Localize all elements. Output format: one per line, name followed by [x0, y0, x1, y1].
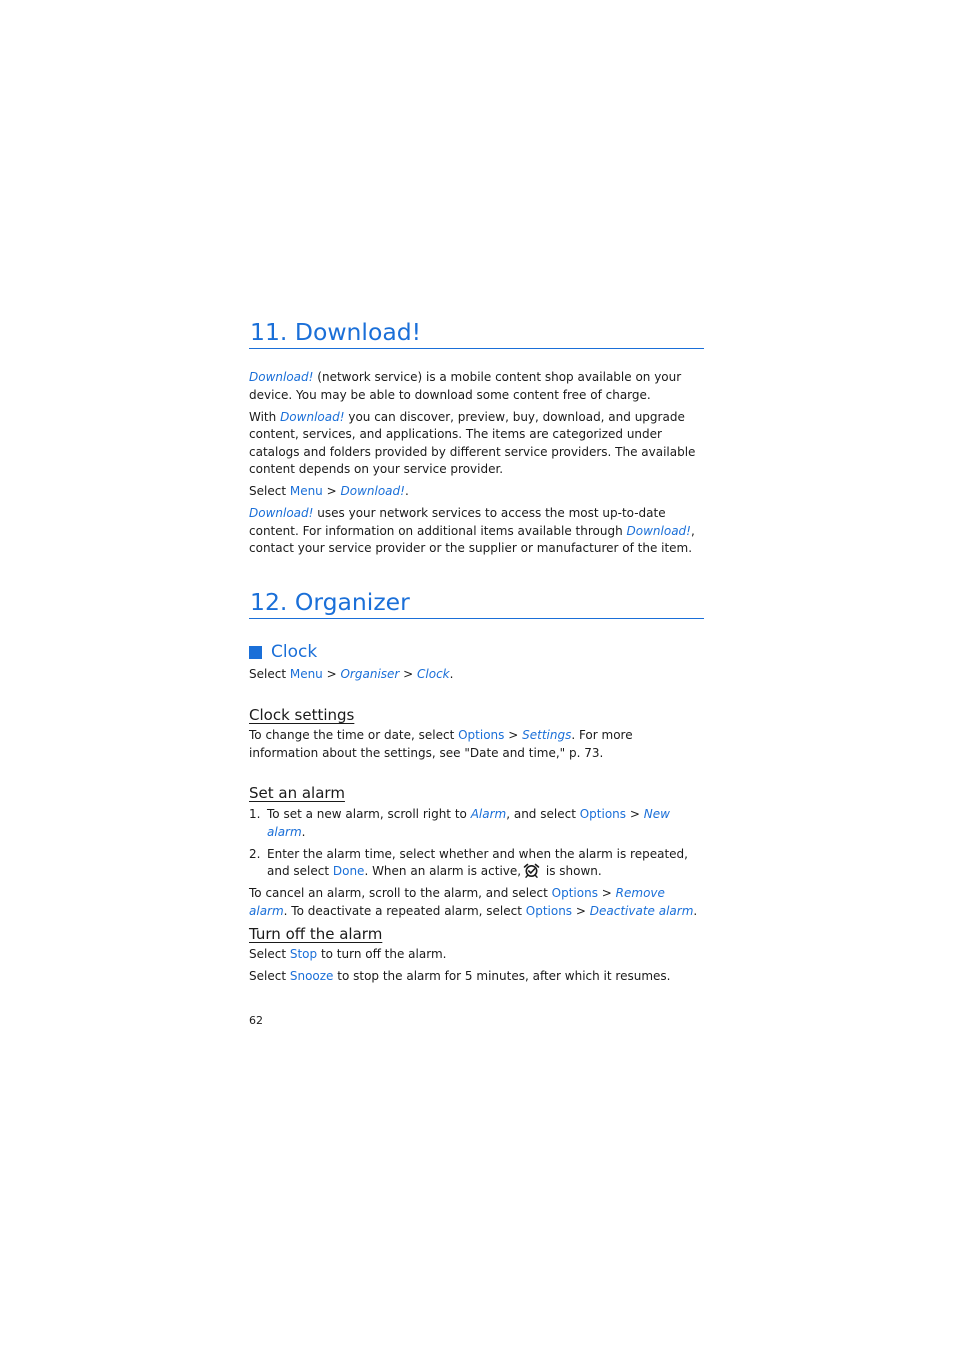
settings-link[interactable]: Settings	[522, 728, 572, 742]
clock-section	[249, 641, 704, 684]
clock-link[interactable]: Clock	[417, 667, 450, 681]
list-item: 1. To set a new alarm, scroll right to Alarm, and select Options > New alarm.	[249, 807, 670, 839]
alarm-steps-list	[249, 806, 704, 881]
turn-off-alarm-section	[249, 924, 704, 986]
square-bullet-icon	[249, 646, 262, 659]
download-link[interactable]: Download!	[340, 484, 405, 498]
stop-alarm-text: Select Stop to turn off the alarm.	[249, 947, 447, 961]
chapter-11-title: 11. Download!	[249, 317, 704, 349]
set-alarm-heading: Set an alarm	[249, 784, 345, 802]
options-command[interactable]: Options	[458, 728, 505, 742]
download-link[interactable]: Download!	[249, 506, 314, 520]
clock-settings-text: To change the time or date, select Options > Settings. For more information about the settings, see "Date and time," p. 73.	[249, 728, 633, 760]
chapter-11	[249, 317, 704, 349]
menu-command[interactable]: Menu	[289, 484, 323, 498]
menu-command[interactable]: Menu	[289, 667, 323, 681]
turn-off-alarm-heading: Turn off the alarm	[249, 925, 383, 943]
download-link[interactable]: Download!	[280, 409, 345, 424]
list-item: 2. Enter the alarm time, select whether and when the alarm is repeated, and select Done. When an alarm is active, is shown.	[249, 846, 688, 878]
options-command[interactable]: Options	[525, 903, 573, 918]
page-number: 62	[249, 1014, 263, 1027]
download-link[interactable]: Download!	[626, 523, 691, 538]
chapter-12	[249, 587, 704, 619]
alarm-link[interactable]: Alarm	[470, 807, 507, 821]
clock-settings-section	[249, 705, 704, 762]
clock-settings-heading: Clock settings	[249, 706, 355, 724]
download-intro-paragraph: Download! (network service) is a mobile content shop available on your device. You may be able to download some content free of charge.	[249, 370, 682, 402]
done-command[interactable]: Done	[332, 864, 365, 878]
organiser-link[interactable]: Organiser	[340, 667, 400, 681]
set-alarm-section	[249, 783, 704, 920]
cancel-alarm-text: To cancel an alarm, scroll to the alarm, and select Options > Remove alarm. To deactivate a repeated alarm, select Options > Deactivate alarm.	[249, 886, 698, 918]
options-command[interactable]: Options	[551, 886, 598, 900]
download-features-paragraph: With Download! you can discover, preview, buy, download, and upgrade content, services, and applications. The items are categorized under catalogs and folders provided by different service providers. The available content depends on your service provider.	[249, 409, 696, 476]
chapter-11-body	[249, 369, 704, 558]
snooze-command[interactable]: Snooze	[289, 969, 334, 983]
clock-select-path: Select Menu > Organiser > Clock.	[249, 667, 454, 681]
download-select-path: Select Menu > Download!.	[249, 484, 409, 498]
clock-heading: Clock	[249, 641, 704, 663]
options-command[interactable]: Options	[579, 807, 627, 821]
alarm-clock-icon	[523, 863, 540, 878]
deactivate-alarm-link[interactable]: Deactivate alarm	[589, 903, 694, 918]
remove-alarm-link[interactable]: Remove alarm	[249, 886, 665, 918]
snooze-alarm-text: Select Snooze to stop the alarm for 5 minutes, after which it resumes.	[249, 969, 671, 983]
chapter-12-title: 12. Organizer	[249, 587, 704, 619]
stop-command[interactable]: Stop	[289, 947, 318, 961]
download-link[interactable]: Download!	[249, 370, 314, 384]
new-alarm-link[interactable]: New alarm	[267, 807, 670, 839]
download-network-paragraph: Download! uses your network services to access the most up-to-date content. For information on additional items available through Download!, contact your service provider or the supplier or manufacturer of the item.	[249, 506, 695, 555]
